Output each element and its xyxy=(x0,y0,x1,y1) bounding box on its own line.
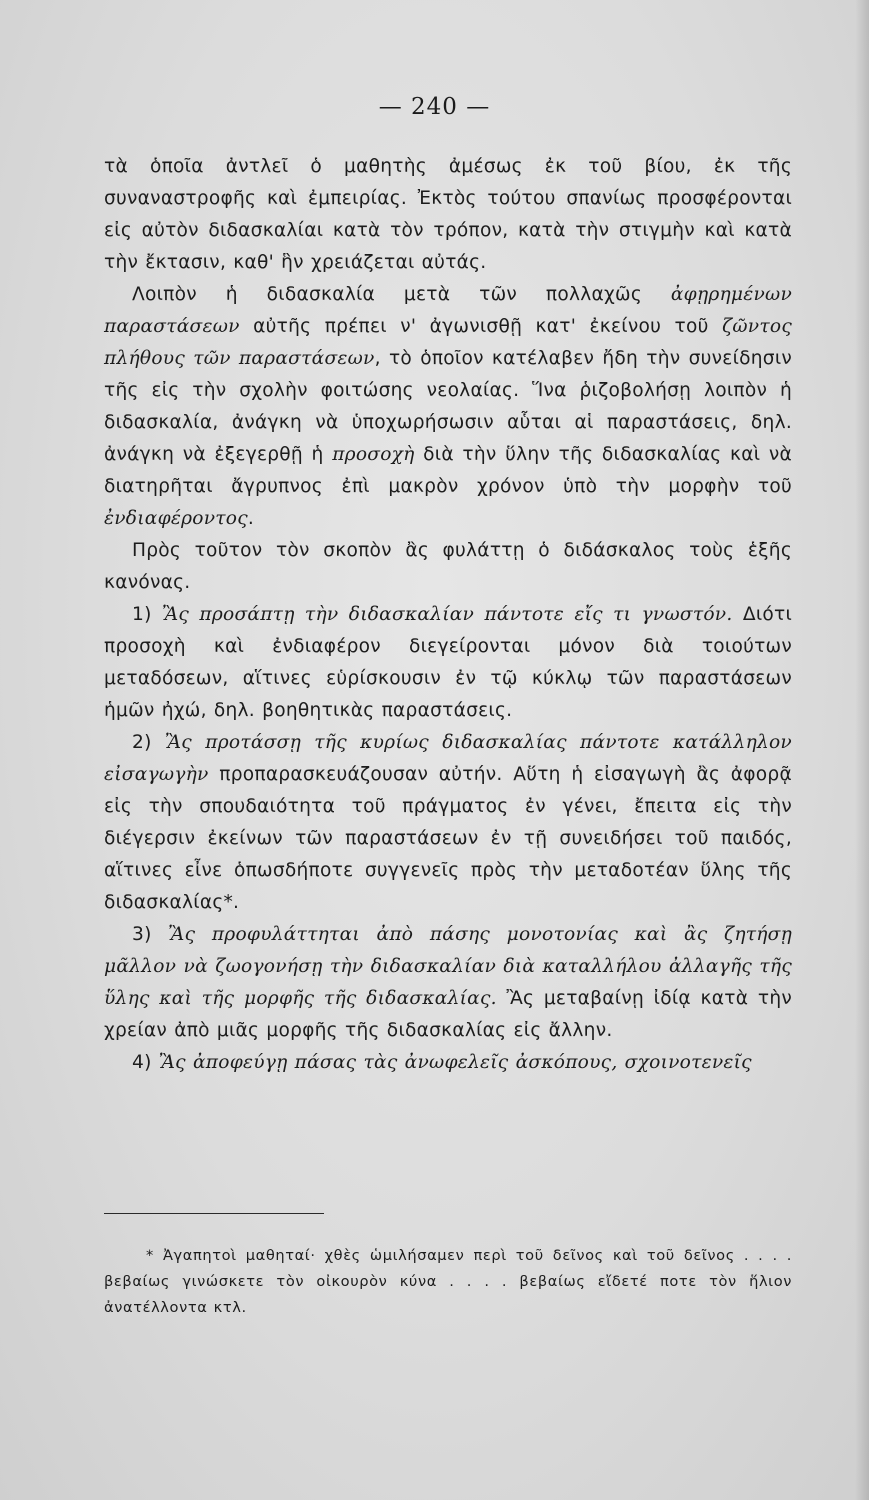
text-segment: 4) xyxy=(132,1052,159,1073)
page-edge-shadow xyxy=(855,0,869,1500)
text-segment: προπαρασκευάζουσαν αὐτήν. Αὕτη ἡ εἰσαγωγὴ ἂς ἀφορᾷ εἰς τὴν σπουδαιότητα τοῦ πράγματος ἐν γένει, ἔπειτα εἰς τὴν διέγερσιν ἐκείνων τῶν παραστάσεων ἐν τῇ συνειδήσει τοῦ παιδός, αἵτινες εἶνε ὁπωσδήποτε συγγενεῖς πρὸς τὴν μεταδοτέαν ὕλης τῆς διδασκαλίας*. xyxy=(104,764,792,913)
text-segment: 2) xyxy=(132,732,165,753)
paragraph xyxy=(104,727,792,919)
emphasized-text: ἐνδιαφέροντος xyxy=(104,508,248,529)
paragraph xyxy=(104,151,792,279)
emphasized-text: Ἂς προσάπτῃ τὴν διδασκαλίαν πάντοτε εἴς τι γνωστόν. xyxy=(161,604,733,625)
main-text xyxy=(104,151,792,1079)
text-segment: 1) xyxy=(132,604,162,625)
emphasized-text: Ἂς προφυλάττηται ἀπὸ πάσης μονοτονίας καὶ ἂς ζητήσῃ μᾶλλον νὰ ζωογονήσῃ τὴν διδασκαλίαν διὰ καταλλήλου ἀλλαγῆς τῆς ὕλης καὶ τῆς μορφῆς τῆς διδασκαλίας. xyxy=(104,924,792,1009)
emphasized-text: Ἂς προτάσσῃ τῆς κυρίως διδασκαλίας πάντοτε κατάλληλον εἰσαγωγὴν xyxy=(104,732,792,785)
emphasized-text: ἀφῃρημένων παραστάσεων xyxy=(104,284,792,337)
paragraph xyxy=(104,279,792,535)
emphasized-text: προσοχὴ xyxy=(332,444,415,465)
footnote-text: * Ἀγαπητοὶ μαθηταί· χθὲς ὡμιλήσαμεν περὶ τοῦ δεῖνος καὶ τοῦ δεῖνος . . . . βεβαίως γινώσκετε τὸν οἰκουρὸν κύνα . . . . βεβαίως εἴδετέ ποτε τὸν ἥλιον ἀνατέλλοντα κτλ. xyxy=(104,1247,792,1316)
emphasized-text: ζῶντος πλήθους τῶν παραστάσεων xyxy=(104,316,792,369)
text-segment: Λοιπὸν ἡ διδασκαλία μετὰ τῶν πολλαχῶς xyxy=(132,284,671,305)
text-segment: Ἂς μεταβαίνῃ ἰδίᾳ κατὰ τὴν χρείαν ἀπὸ μιᾶς μορφῆς τῆς διδασκαλίας εἰς ἄλλην. xyxy=(104,988,792,1041)
paragraph xyxy=(104,919,792,1047)
text-segment: Πρὸς τοῦτον τὸν σκοπὸν ἂς φυλάττῃ ὁ διδάσκαλος τοὺς ἑξῆς κανόνας. xyxy=(104,540,792,593)
text-segment: Διότι προσοχὴ καὶ ἐνδιαφέρον διεγείρονται μόνον διὰ τοιούτων μεταδόσεων, αἵτινες εὑρίσκουσιν ἐν τῷ κύκλῳ τῶν παραστάσεων ἡμῶν ἠχώ, δηλ. βοηθητικὰς παραστάσεις. xyxy=(104,604,792,721)
text-segment: αὐτῆς πρέπει ν' ἀγωνισθῇ κατ' ἐκείνου τοῦ xyxy=(239,316,723,337)
footnote xyxy=(104,1243,792,1321)
paragraph xyxy=(104,1047,792,1079)
footnote-separator xyxy=(104,1213,324,1214)
text-segment: , τὸ ὁποῖον κατέλαβεν ἤδη τὴν συνείδησιν τῆς εἰς τὴν σχολὴν φοιτώσης νεολαίας. Ἵνα ῥιζοβολήσῃ λοιπὸν ἡ διδασκαλία, ἀνάγκη νὰ ὑποχωρήσωσιν αὗται αἱ παραστάσεις, δηλ. ἀνάγκη νὰ ἐξεγερθῇ ἡ xyxy=(104,348,792,465)
text-segment: 3) xyxy=(132,924,169,945)
text-segment: διὰ τὴν ὕλην τῆς διδασκαλίας καὶ νὰ διατηρῆται ἄγρυπνος ἐπὶ μακρὸν χρόνον ὑπὸ τὴν μορφὴν τοῦ xyxy=(104,444,793,497)
paragraph xyxy=(104,599,792,727)
page-number: — 240 — xyxy=(378,94,491,120)
text-segment: . xyxy=(247,508,255,529)
paragraph xyxy=(104,535,792,599)
emphasized-text: Ἂς ἀποφεύγῃ πάσας τὰς ἀνωφελεῖς ἀσκόπους, σχοινοτενεῖς xyxy=(158,1052,752,1073)
text-segment: τὰ ὁποῖα ἀντλεῖ ὁ μαθητὴς ἀμέσως ἐκ τοῦ βίου, ἐκ τῆς συναναστροφῆς καὶ ἐμπειρίας. Ἐκτὸς τούτου σπανίως προσφέρονται εἰς αὐτὸν διδασκαλίαι κατὰ τὸν τρόπον, κατὰ τὴν στιγμὴν καὶ κατὰ τὴν ἔκτασιν, καθ' ἣν χρειάζεται αὐτάς. xyxy=(104,156,792,273)
